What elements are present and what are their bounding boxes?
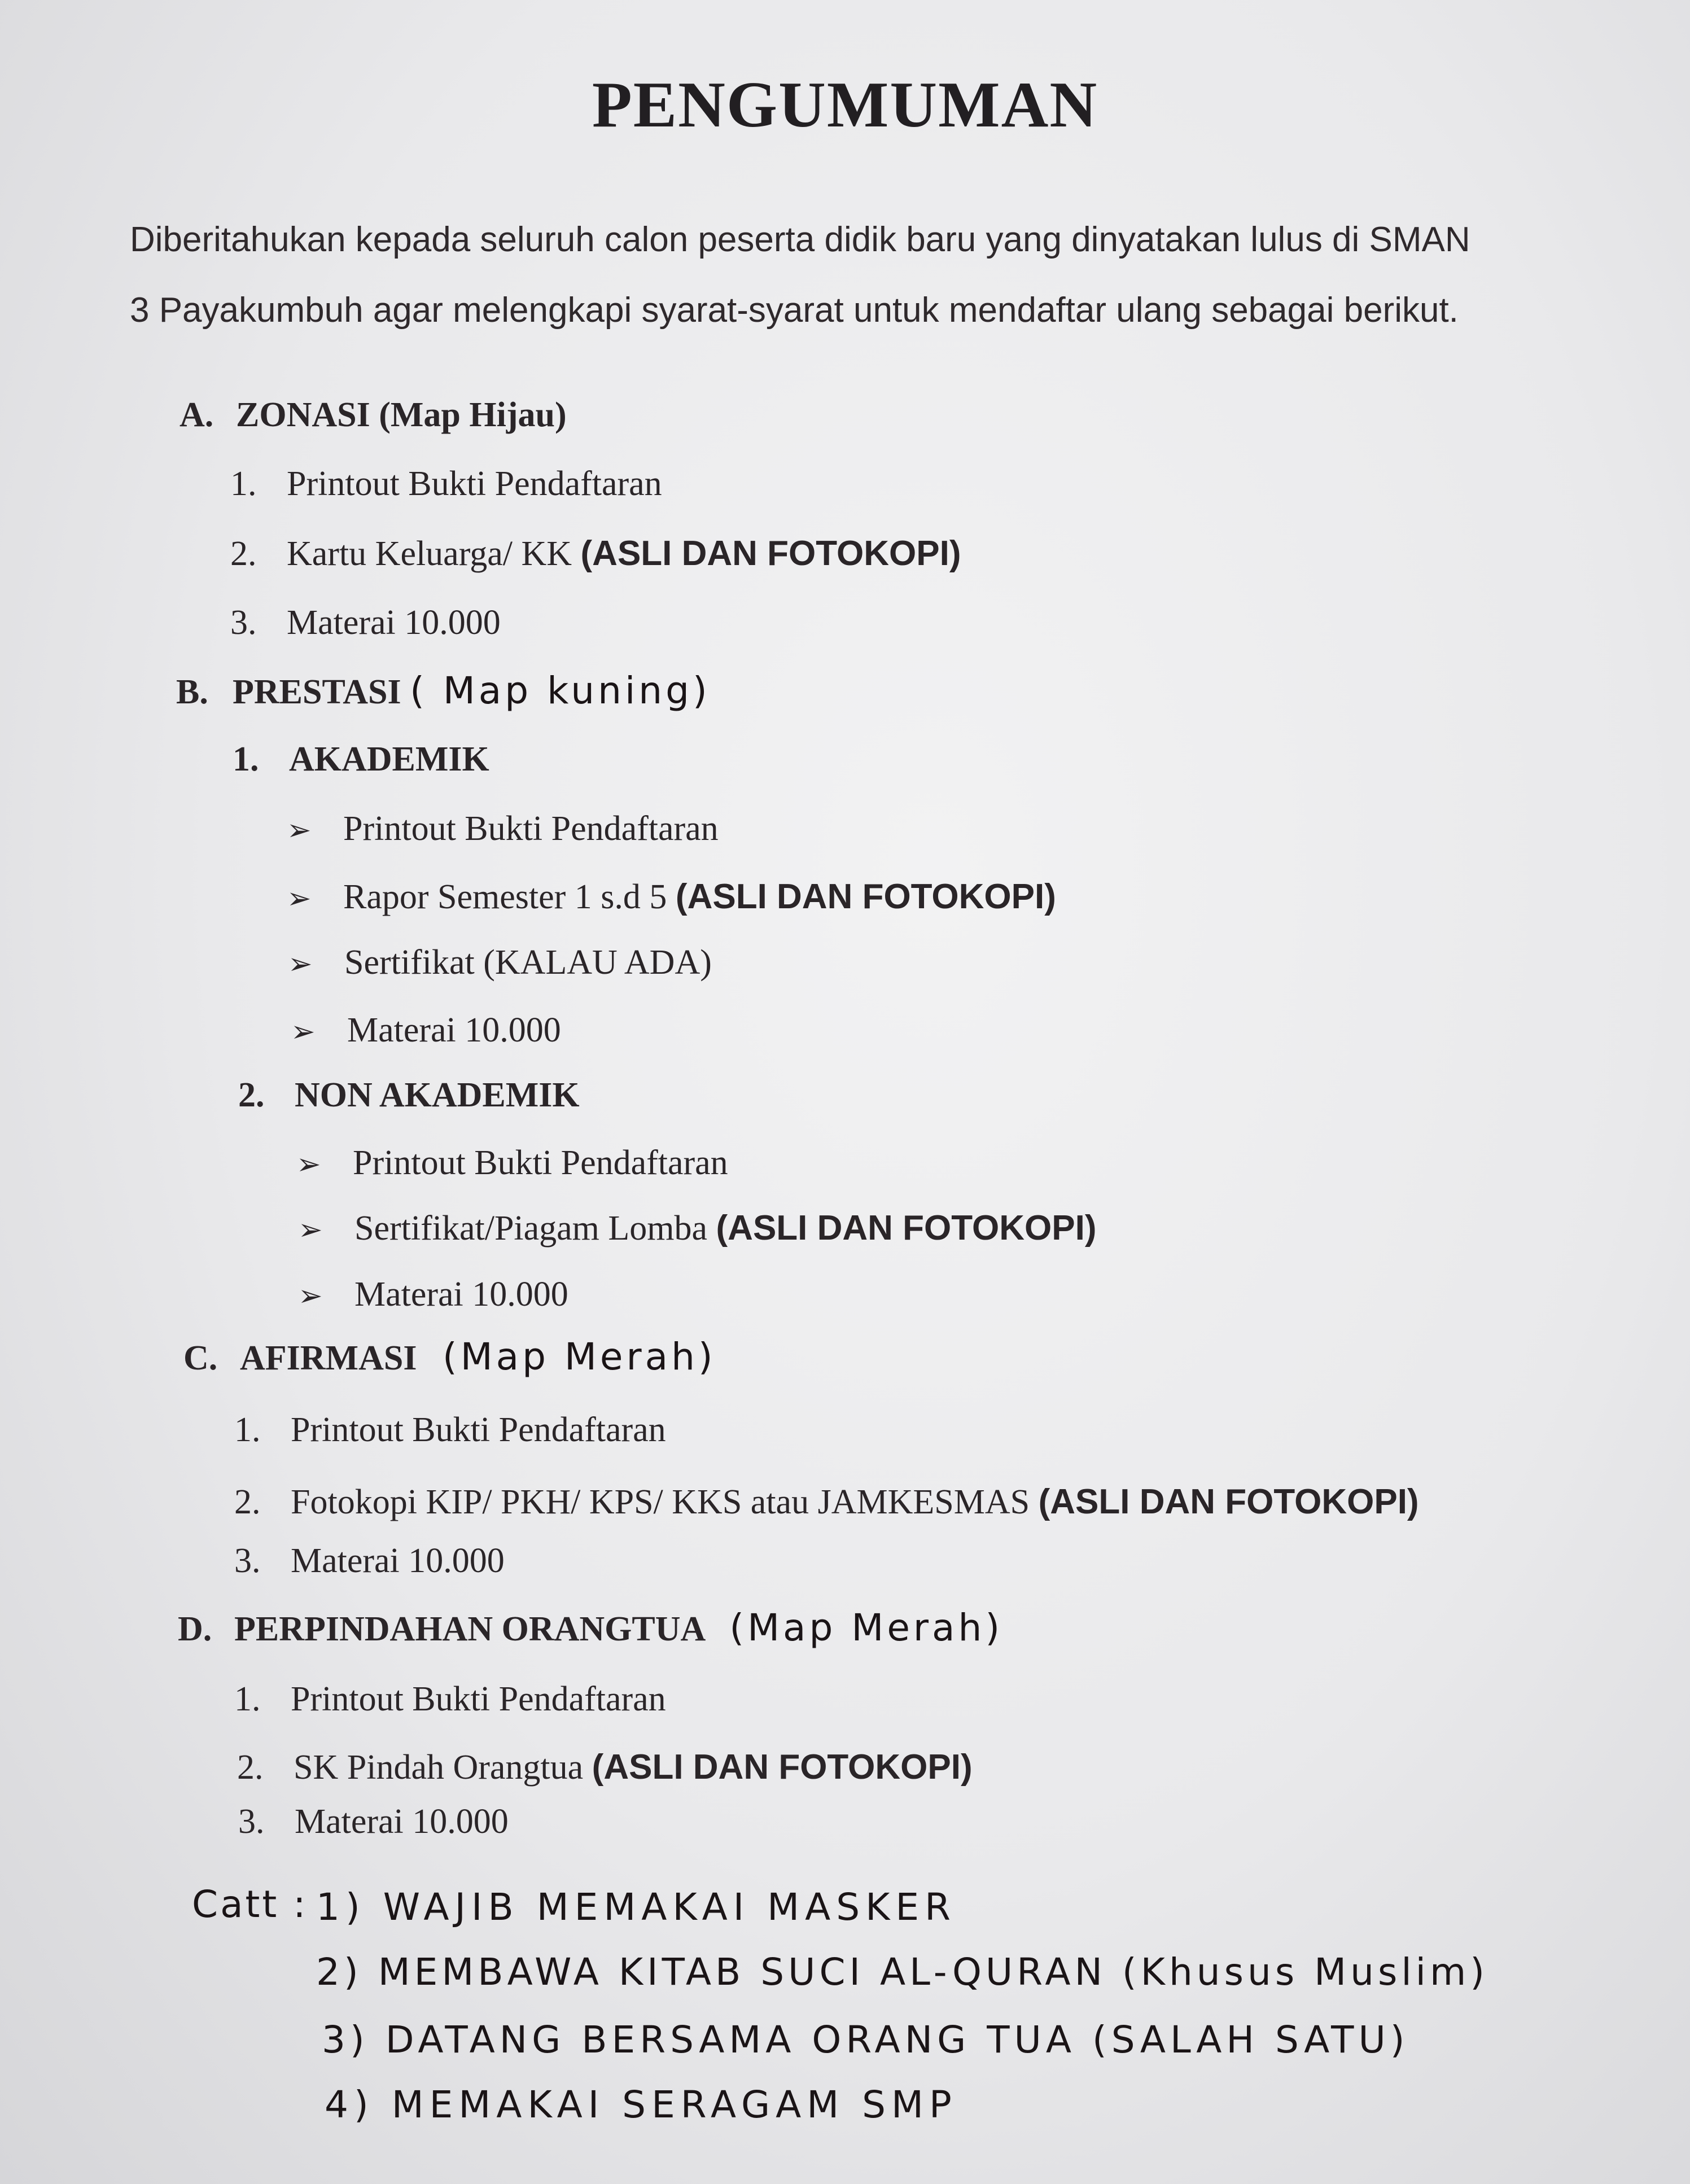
section-c-item: 3. Materai 10.000 [234,1542,505,1580]
section-d-heading: D. PERPINDAHAN ORANGTUA (Map Merah) [178,1606,1004,1649]
arrow-bullet-icon: ➢ [287,813,312,847]
handwritten-map-color: (Map Merah) [442,1335,716,1378]
section-c-heading: C. AFIRMASI (Map Merah) [183,1335,716,1378]
arrow-bullet-icon: ➢ [298,1279,323,1313]
akademik-item: ➢ Printout Bukti Pendaftaran [287,809,719,848]
non-akademik-item: ➢ Printout Bukti Pendaftaran [296,1144,728,1182]
subsection-akademik-heading: 1. AKADEMIK [233,740,489,778]
arrow-bullet-icon: ➢ [288,947,313,981]
page-title: PENGUMUMAN [592,69,1098,141]
intro-line-2: 3 Payakumbuh agar melengkapi syarat-syarat untuk mendaftar ulang sebagai berikut. [130,291,1459,330]
notes-label: Catt : [192,1883,308,1926]
non-akademik-item: ➢ Materai 10.000 [298,1275,568,1314]
arrow-bullet-icon: ➢ [291,1015,316,1049]
section-d-item: 1. Printout Bukti Pendaftaran [234,1680,666,1718]
section-a-item: 2. Kartu Keluarga/ KK (ASLI DAN FOTOKOPI) [230,534,961,573]
note-item: 3) DATANG BERSAMA ORANG TUA (SALAH SATU) [322,2018,1409,2062]
subsection-non-akademik-heading: 2. NON AKADEMIK [238,1076,580,1114]
arrow-bullet-icon: ➢ [298,1213,323,1247]
note-item: 2) MEMBAWA KITAB SUCI AL-QURAN (Khusus Muslim) [316,1950,1489,1994]
akademik-item: ➢ Rapor Semester 1 s.d 5 (ASLI DAN FOTOKOPI) [287,877,1056,916]
non-akademik-item: ➢ Sertifikat/Piagam Lomba (ASLI DAN FOTOKOPI) [298,1209,1097,1248]
section-a-heading: A. ZONASI (Map Hijau) [179,396,567,434]
akademik-item: ➢ Materai 10.000 [291,1011,561,1049]
section-d-item: 2. SK Pindah Orangtua (ASLI DAN FOTOKOPI) [237,1748,973,1787]
section-a-item: 1. Printout Bukti Pendaftaran [230,465,662,503]
section-d-item: 3. Materai 10.000 [238,1802,509,1841]
handwritten-map-color: ( Map kuning) [410,669,711,712]
akademik-item: ➢ Sertifikat (KALAU ADA) [288,943,712,982]
note-item: 1) WAJIB MEMAKAI MASKER [316,1885,956,1929]
note-item: 4) MEMAKAI SERAGAM SMP [325,2083,957,2126]
intro-line-1: Diberitahukan kepada seluruh calon peserta didik baru yang dinyatakan lulus di SMAN [130,220,1470,259]
section-c-item: 2. Fotokopi KIP/ PKH/ KPS/ KKS atau JAMKESMAS (ASLI DAN FOTOKOPI) [234,1482,1419,1521]
arrow-bullet-icon: ➢ [287,882,312,916]
section-a-item: 3. Materai 10.000 [230,603,501,642]
section-b-heading: B. PRESTASI ( Map kuning) [176,669,711,712]
handwritten-map-color: (Map Merah) [729,1606,1004,1649]
arrow-bullet-icon: ➢ [296,1148,321,1181]
section-c-item: 1. Printout Bukti Pendaftaran [234,1411,666,1449]
